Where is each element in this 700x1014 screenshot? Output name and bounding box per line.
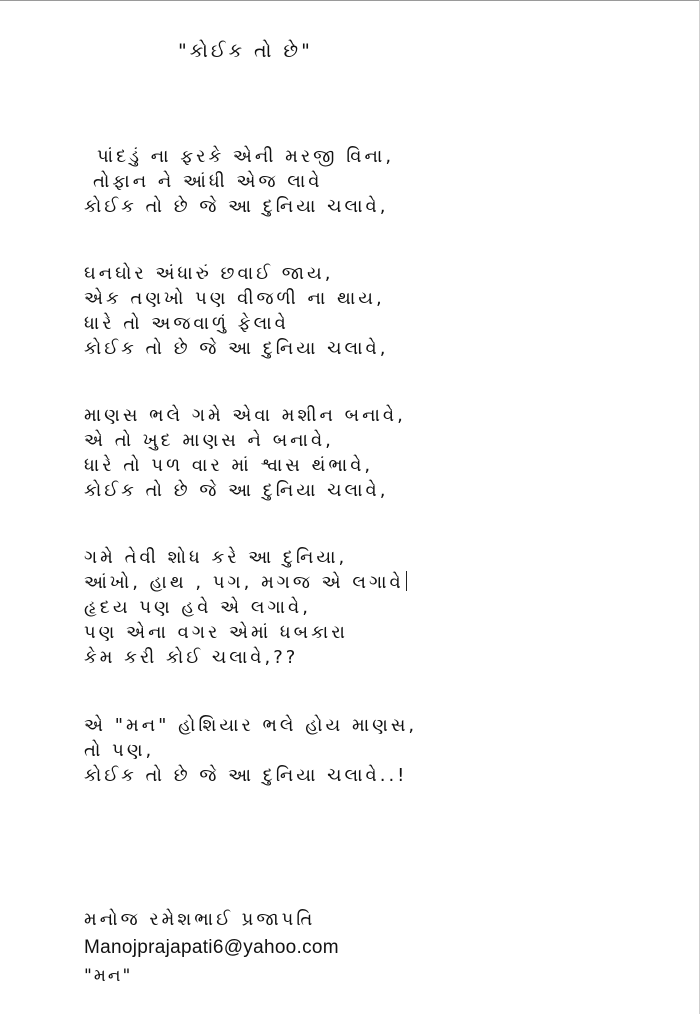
poem-line: કોઈક તો છે જે આ દુનિયા ચલાવે,: [84, 196, 389, 217]
top-border: [0, 0, 700, 1]
poem-line: ગમે તેવી શોધ કરે આ દુનિયા,: [84, 547, 348, 568]
poem-line: હૃદય પણ હવે એ લગાવે,: [84, 597, 311, 618]
author-signature: [84, 906, 339, 990]
poem-line: ધારે તો પળ વાર માં શ્વાસ થંભાવે,: [84, 455, 374, 476]
stanza-2: [84, 261, 684, 361]
poem-line: [84, 570, 684, 595]
author-email: Manojprajapati6@yahoo.com: [84, 937, 339, 958]
poem-line: તો પણ,: [84, 740, 155, 761]
poem-line: કોઈક તો છે જે આ દુનિયા ચલાવે,: [84, 338, 389, 359]
stanza-5: [84, 713, 684, 788]
stanza-gap: [84, 670, 684, 713]
poem-line: માણસ ભલે ગમે એવા મશીન બનાવે,: [84, 405, 406, 426]
poem-line: એ "મન" હોશિયાર ભલે હોય માણસ,: [84, 715, 418, 736]
poem-line: એક તણખો પણ વીજળી ના થાય,: [84, 288, 385, 309]
poem-line-text: આંખો, હાથ , પગ, મગજ એ લગાવે: [84, 572, 404, 593]
stanza-gap: [84, 361, 684, 403]
poem-line: એ તો ખુદ માણસ ને બનાવે,: [84, 430, 334, 451]
author-name: મનોજ રમેશભાઈ પ્રજાપતિ: [84, 909, 316, 930]
poem-line: પણ એના વગર એમાં ધબકારા: [84, 622, 348, 643]
text-cursor: [406, 571, 407, 591]
poem-line: કેમ કરી કોઈ ચલાવે,??: [84, 647, 299, 668]
poem-line: કોઈક તો છે જે આ દુનિયા ચલાવે..!: [84, 765, 408, 786]
poem-line: તોફાન ને આંધી એજ લાવે: [93, 171, 323, 192]
poem-line: કોઈક તો છે જે આ દુનિયા ચલાવે,: [84, 480, 389, 501]
poem-line: ઘનઘોર અંધારું છવાઈ જાય,: [84, 263, 334, 284]
poem-line: ધારે તો અજવાળું ફેલાવે: [84, 313, 289, 334]
author-pen-name: "મન": [84, 966, 133, 986]
poem-title: "કોઈક તો છે": [178, 40, 313, 62]
poem-body: [84, 144, 684, 788]
stanza-gap: [84, 503, 684, 545]
stanza-4: [84, 545, 684, 670]
poem-line: પાંદડું ના ફરકે એની મરજી વિના,: [97, 146, 395, 167]
stanza-1: [84, 144, 684, 219]
stanza-gap: [84, 219, 684, 261]
stanza-3: [84, 403, 684, 503]
